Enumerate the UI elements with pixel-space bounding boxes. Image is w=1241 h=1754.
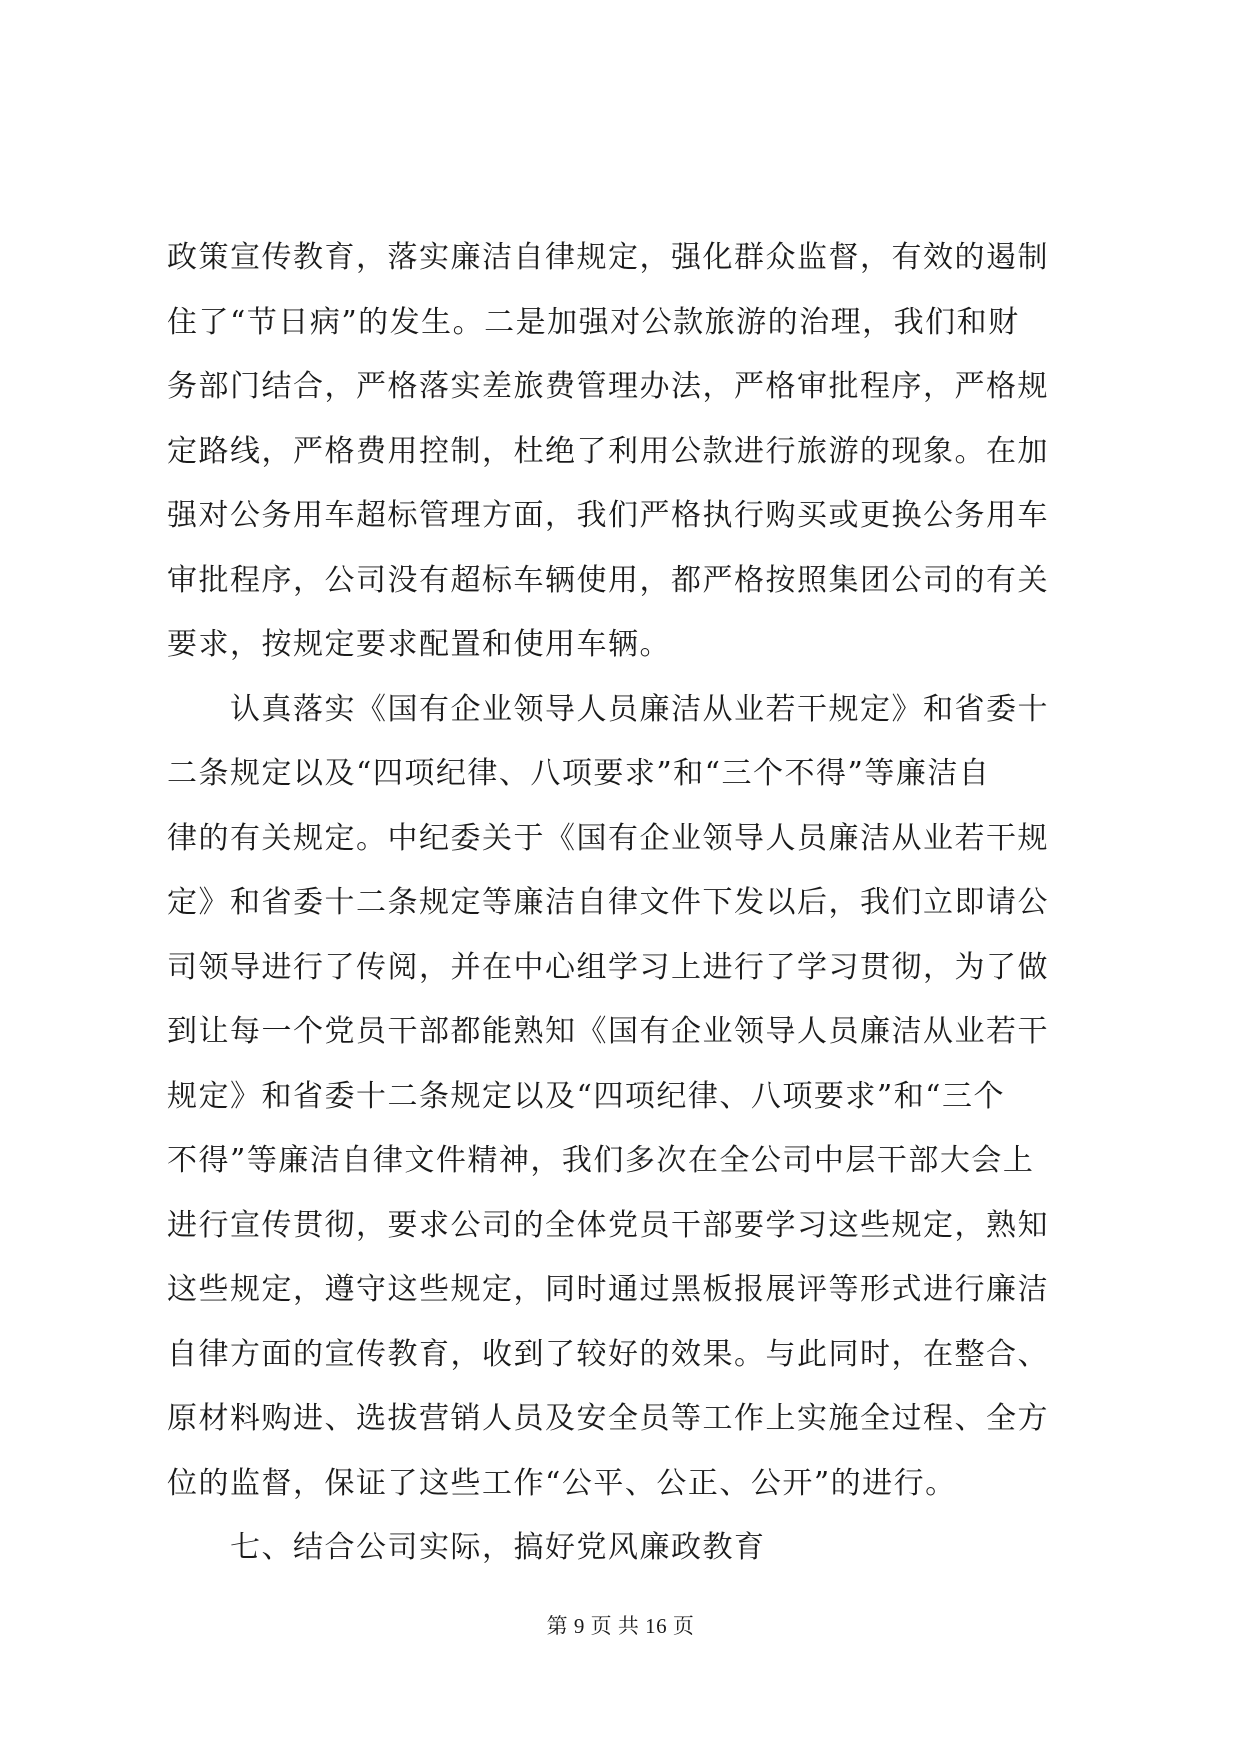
section-heading: 七、结合公司实际，搞好党风廉政教育 — [230, 1530, 766, 1565]
text-line: 律的有关规定。中纪委关于《国有企业领导人员廉洁从业若干规 — [167, 820, 1049, 856]
page-number-footer: 第 9 页 共 16 页 — [546, 1614, 695, 1638]
text-line: 二条规定以及“四项纪律、八项要求”和“三个不得”等廉洁自 — [167, 756, 991, 791]
text-line: 到让每一个党员干部都能熟知《国有企业领导人员廉洁从业若干 — [167, 1014, 1049, 1049]
text-line: 住了“节日病”的发生。二是加强对公款旅游的治理，我们和财 — [167, 304, 1020, 340]
text-line: 要求，按规定要求配置和使用车辆。 — [167, 627, 671, 662]
document-body — [167, 226, 1077, 1581]
text-line: 这些规定，遵守这些规定，同时通过黑板报展评等形式进行廉洁 — [167, 1272, 1049, 1307]
text-line: 自律方面的宣传教育，收到了较好的效果。与此同时，在整合、 — [167, 1336, 1049, 1372]
paragraph-first-line: 认真落实《国有企业领导人员廉洁从业若干规定》和省委十 — [230, 691, 1049, 727]
text-line: 司领导进行了传阅，并在中心组学习上进行了学习贯彻，为了做 — [167, 949, 1049, 985]
text-line: 进行宣传贯彻，要求公司的全体党员干部要学习这些规定，熟知 — [167, 1207, 1049, 1243]
text-line: 强对公务用车超标管理方面，我们严格执行购买或更换公务用车 — [167, 498, 1049, 533]
text-line: 政策宣传教育，落实廉洁自律规定，强化群众监督，有效的遏制 — [167, 240, 1049, 275]
text-line: 原材料购进、选拔营销人员及安全员等工作上实施全过程、全方 — [167, 1401, 1049, 1436]
text-line: 务部门结合，严格落实差旅费管理办法，严格审批程序，严格规 — [167, 369, 1049, 404]
text-line: 不得”等廉洁自律文件精神，我们多次在全公司中层干部大会上 — [167, 1143, 1035, 1178]
text-line: 规定》和省委十二条规定以及“四项纪律、八项要求”和“三个 — [167, 1078, 1006, 1114]
text-line: 定路线，严格费用控制，杜绝了利用公款进行旅游的现象。在加 — [167, 433, 1049, 469]
text-line: 定》和省委十二条规定等廉洁自律文件下发以后，我们立即请公 — [167, 885, 1049, 920]
text-line: 审批程序，公司没有超标车辆使用，都严格按照集团公司的有关 — [167, 562, 1049, 598]
text-line: 位的监督，保证了这些工作“公平、公正、公开”的进行。 — [167, 1465, 957, 1501]
